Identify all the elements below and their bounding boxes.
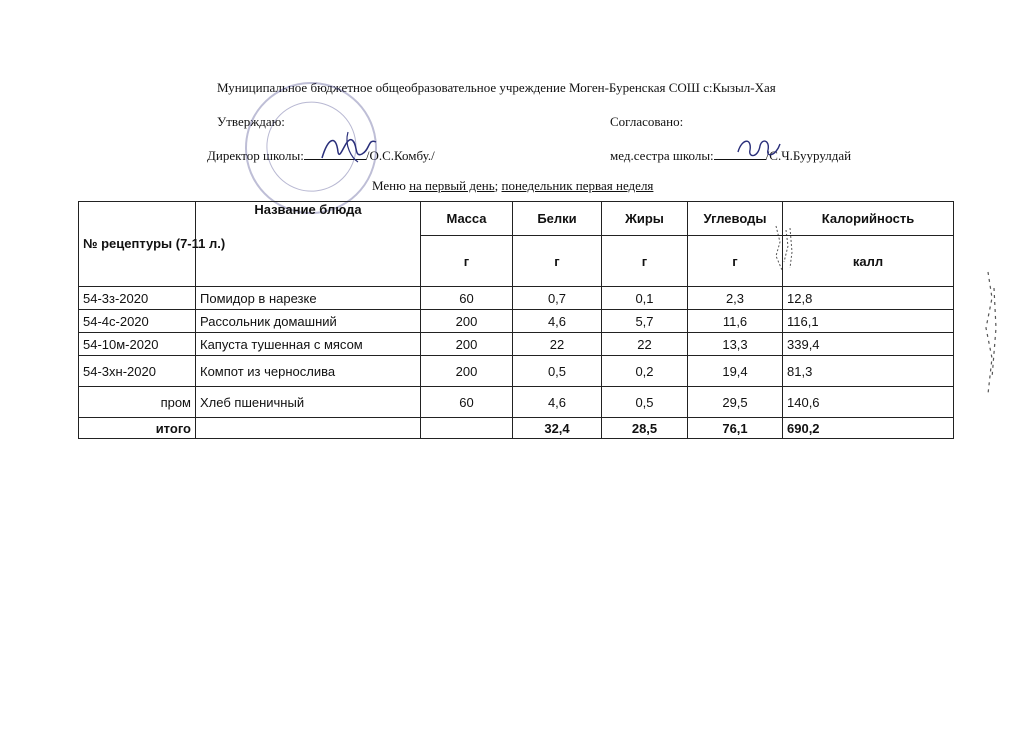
carbs-value: 19,4: [688, 356, 783, 387]
menu-week: понедельник первая неделя: [501, 178, 654, 193]
col-fat-header: Жиры: [602, 202, 688, 236]
fat-value: 22: [602, 333, 688, 356]
table-row: [79, 333, 954, 356]
menu-title: [372, 178, 653, 194]
total-mass-empty: [421, 418, 513, 439]
dish-name: Хлеб пшеничный: [196, 387, 421, 418]
table-row: [79, 356, 954, 387]
mass-value: 200: [421, 356, 513, 387]
dish-name: Компот из чернослива: [196, 356, 421, 387]
kcal-value: 339,4: [783, 333, 954, 356]
director-name: /О.С.Комбу./: [365, 148, 435, 163]
approved-label: Утверждаю:: [217, 114, 285, 129]
protein-value: 22: [513, 333, 602, 356]
total-label: итого: [79, 418, 196, 439]
mass-unit: г: [421, 236, 513, 287]
agreed-label: Согласовано:: [610, 114, 684, 129]
carbs-value: 11,6: [688, 310, 783, 333]
col-carbs-header: Углеводы: [688, 202, 783, 236]
col-kcal-header: Калорийность: [783, 202, 954, 236]
nurse-name: /С.Ч.Буурулдай: [765, 148, 852, 163]
dish-name: Рассольник домашний: [196, 310, 421, 333]
protein-value: 4,6: [513, 310, 602, 333]
table-row: [79, 387, 954, 418]
director-label: Директор школы:: [207, 148, 304, 163]
table-row: [79, 287, 954, 310]
kcal-value: 12,8: [783, 287, 954, 310]
kcal-unit: калл: [783, 236, 954, 287]
menu-day: на первый день: [409, 178, 495, 193]
scan-mark-right: [980, 268, 1002, 398]
dish-name: Капуста тушенная с мясом: [196, 333, 421, 356]
kcal-value: 81,3: [783, 356, 954, 387]
fat-value: 0,2: [602, 356, 688, 387]
mass-value: 200: [421, 333, 513, 356]
kcal-value: 140,6: [783, 387, 954, 418]
mass-value: 200: [421, 310, 513, 333]
protein-unit: г: [513, 236, 602, 287]
col-protein-header: Белки: [513, 202, 602, 236]
carbs-value: 13,3: [688, 333, 783, 356]
nurse-signature: [734, 132, 784, 164]
kcal-value: 116,1: [783, 310, 954, 333]
institution-title: Муниципальное бюджетное общеобразовательное учреждение Моген-Буренская СОШ с:Кызыл-Хая: [217, 80, 776, 95]
nurse-line: [610, 148, 851, 164]
dish-name: Помидор в нарезке: [196, 287, 421, 310]
recipe-code: 54-3з-2020: [79, 287, 196, 310]
fat-value: 5,7: [602, 310, 688, 333]
fat-unit: г: [602, 236, 688, 287]
recipe-code: 54-4с-2020: [79, 310, 196, 333]
col-recipe-header: № рецептуры (7-11 л.): [79, 202, 196, 287]
header-row: [79, 202, 954, 236]
col-mass-header: Масса: [421, 202, 513, 236]
recipe-code: пром: [79, 387, 196, 418]
menu-prefix: Меню: [372, 178, 406, 193]
mass-value: 60: [421, 287, 513, 310]
director-signature: [318, 128, 388, 168]
protein-value: 0,5: [513, 356, 602, 387]
recipe-code: 54-3хн-2020: [79, 356, 196, 387]
carbs-value: 2,3: [688, 287, 783, 310]
table-row: [79, 310, 954, 333]
total-dish-empty: [196, 418, 421, 439]
total-row: [79, 418, 954, 439]
nurse-label: мед.сестра школы:: [610, 148, 714, 163]
total-carbs: 76,1: [688, 418, 783, 439]
menu-table: [78, 201, 954, 439]
carbs-value: 29,5: [688, 387, 783, 418]
total-protein: 32,4: [513, 418, 602, 439]
carbs-unit: г: [688, 236, 783, 287]
total-kcal: 690,2: [783, 418, 954, 439]
recipe-code: 54-10м-2020: [79, 333, 196, 356]
mass-value: 60: [421, 387, 513, 418]
protein-value: 4,6: [513, 387, 602, 418]
col-dish-header: Название блюда: [196, 202, 421, 287]
fat-value: 0,5: [602, 387, 688, 418]
fat-value: 0,1: [602, 287, 688, 310]
total-fat: 28,5: [602, 418, 688, 439]
protein-value: 0,7: [513, 287, 602, 310]
menu-separator: ;: [494, 178, 499, 193]
